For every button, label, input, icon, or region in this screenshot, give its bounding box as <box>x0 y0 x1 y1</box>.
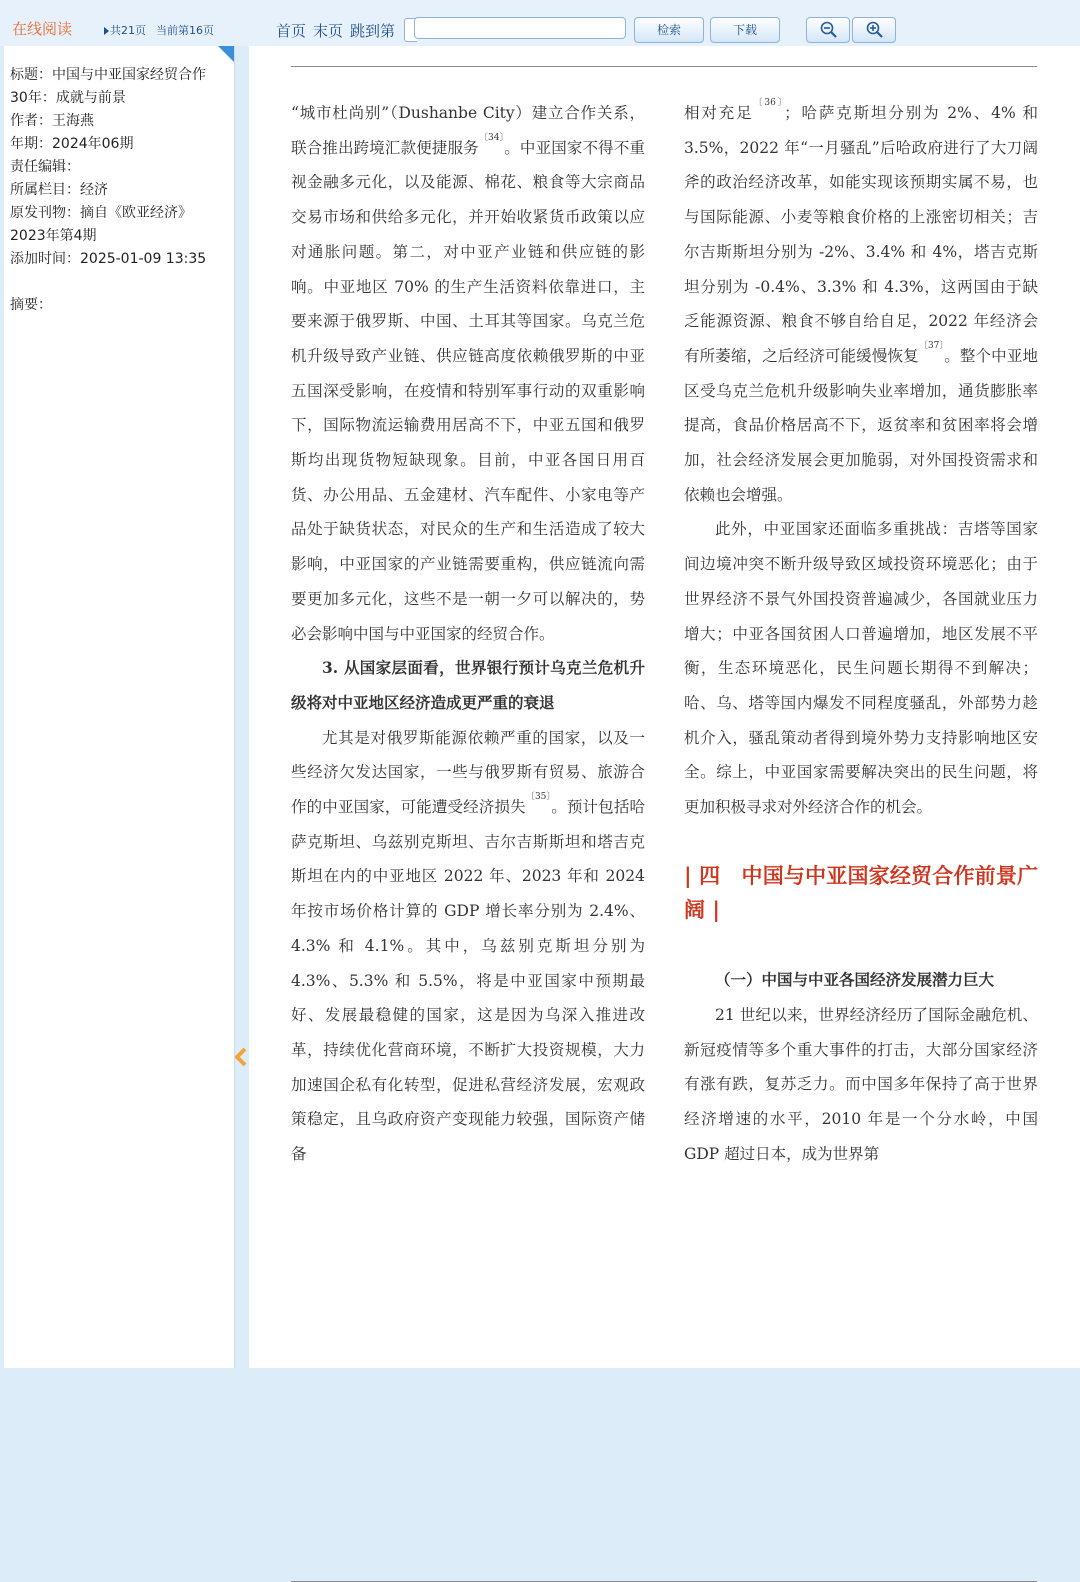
paragraph: 此外，中亚国家还面临多重挑战：吉塔等国家间边境冲突不断升级导致区域投资环境恶化；由于世界经济不景气外国投资普遍减少，各国就业压力增大；中亚各国贫困人口普遍增加，地区发展不平衡，生态环境恶化，民生问题长期得不到解决；哈、乌、塔等国内爆发不同程度骚乱，外部势力趁机介入，骚乱策动者得到境外势力支持影响地区安全。综上，中亚国家需要解决突出的民生问题，将更加积极寻求对外经济合作的机会。 <box>684 520 1038 817</box>
paragraph: 21 世纪以来，世界经济经历了国际金融危机、新冠疫情等多个重大事件的打击，大部分国家经济有涨有跌，复苏乏力。而中国多年保持了高于世界经济增速的水平，2010 年是一个分水岭，中国 GDP 超过日本，成为世界第 <box>684 1005 1038 1163</box>
zoom-in-icon <box>866 21 884 39</box>
meta-abstract: 摘要： <box>10 297 52 313</box>
meta-author: 作者：王海燕 <box>10 113 94 129</box>
panel-toggle-icon[interactable] <box>218 46 234 62</box>
prev-page-arrow-icon[interactable] <box>234 1047 248 1067</box>
meta-title-line2: 30年：成就与前景 <box>10 90 126 106</box>
section-heading: | 四 中国与中亚国家经贸合作前景广阔 | <box>684 862 1039 923</box>
citation-ref: 〔37〕 <box>918 340 945 351</box>
first-page-link[interactable]: 首页 <box>276 22 307 40</box>
meta-issue: 年期：2024年06期 <box>10 136 134 152</box>
article-info-panel <box>4 46 235 1368</box>
subsection-heading: （一）中国与中亚各国经济发展潜力巨大 <box>715 970 995 990</box>
meta-source-line2: 2023年第4期 <box>10 228 97 244</box>
article-metadata <box>10 64 232 317</box>
search-input[interactable] <box>414 17 626 39</box>
right-column <box>684 96 1038 1171</box>
page-top-rule <box>291 66 1037 67</box>
page-navigation <box>276 20 402 41</box>
download-button[interactable]: 下载 <box>710 17 780 43</box>
last-page-link[interactable]: 末页 <box>313 22 344 40</box>
paragraph: “城市杜尚别”（Dushanbe City）建立合作关系，联合推出跨境汇款便捷服务$^{〔34〕}$。中亚国家不得不重视金融多元化，以及能源、棉花、粮食等大宗商品交易市场和供给多元化，并开始收紧货币政策以应对通胀问题。第二，对中亚产业链和供应链的影响。中亚地区 70% 的生产生活资料依靠进口，主要来源于俄罗斯、中国、土耳其等国家。乌克兰危机升级导致产业链、供应链高度依赖俄罗斯的中亚五国深受影响，在疫情和特别军事行动的双重影响下，国际物流运输费用居高不下，中亚五国和俄罗斯均出现货物短缺现象。目前，中亚各国日用百货、办公用品、五金建材、汽车配件、小家电等产品处于缺货状态，对民众的生产和生活造成了较大影响，中亚国家的产业链需要重构，供应链流向需要更加多元化，这些不是一朝一夕可以解决的，势必会影响中国与中亚国家的经贸合作。 <box>291 104 645 643</box>
meta-source-line1: 原发刊物：摘自《欧亚经济》 <box>10 205 192 221</box>
meta-title-line1: 标题：中国与中亚国家经贸合作 <box>10 67 206 83</box>
subheading: 3. 从国家层面看，世界银行预计乌克兰危机升级将对中亚地区经济造成更严重的衰退 <box>291 658 645 712</box>
paragraph: 相对充足$^{〔36〕}$；哈萨克斯坦分别为 2%、4% 和 3.5%，2022 年“一月骚乱”后哈政府进行了大刀阔斧的政治经济改革，如能实现该预期实属不易，也与国际能源、小麦等粮食价格的上涨密切相关；吉尔吉斯斯坦分别为 -2%、3.4% 和 4%，塔吉克斯坦分别为 -0.4%、3.3% 和 4.3%，这两国由于缺乏能源资源、粮食不够自给自足，2022 年经济会有所萎缩，之后经济可能缓慢恢复$^{〔37〕}$。整个中亚地区受乌克兰危机升级影响失业率增加，通货膨胀率提高，食品价格居高不下，返贫率和贫困率将会增加，社会经济发展会更加脆弱，对外国投资需求和依赖也会增强。 <box>684 98 1038 504</box>
citation-ref: 〔35〕 <box>525 792 552 803</box>
meta-column: 所属栏目：经济 <box>10 182 108 198</box>
top-toolbar <box>0 0 1080 46</box>
app-title: 在线阅读 <box>12 20 73 38</box>
citation-ref: 〔34〕 <box>478 132 505 143</box>
citation-ref: 〔36〕 <box>753 98 785 108</box>
paragraph: 尤其是对俄罗斯能源依赖严重的国家，以及一些经济欠发达国家，一些与俄罗斯有贸易、旅游合作的中亚国家，可能遭受经济损失$^{〔35〕}$。预计包括哈萨克斯坦、乌兹别克斯坦、吉尔吉斯斯坦和塔吉克斯坦在内的中亚地区 2022 年、2023 年和 2024 年按市场价格计算的 GDP 增长率分别为 2.4%、4.3% 和 4.1%。其中，乌兹别克斯坦分别为 4.3%、5.3% 和 5.5%，将是中亚国家中预期最好、发展最稳健的国家，这是因为乌深入推进改革，持续优化营商环境，不断扩大投资规模，大力加速国企私有化转型，促进私营经济发展，宏观政策稳定，且乌政府资产变现能力较强，国际资产储备 <box>291 728 645 1164</box>
current-page: 当前第16页 <box>156 24 214 37</box>
page-info <box>104 22 224 38</box>
document-page <box>249 46 1080 1368</box>
total-pages: 共21页 <box>104 24 146 37</box>
meta-added-time: 添加时间：2025-01-09 13:35 <box>10 251 207 267</box>
left-column <box>291 96 645 1172</box>
meta-spacer <box>10 271 232 294</box>
zoom-out-button[interactable] <box>806 17 850 43</box>
search-button[interactable]: 检索 <box>634 17 704 43</box>
meta-editor: 责任编辑： <box>10 159 80 175</box>
zoom-out-icon <box>820 21 838 39</box>
play-icon <box>104 27 109 35</box>
jump-to-page-link[interactable]: 跳到第 <box>350 22 396 40</box>
zoom-in-button[interactable] <box>852 17 896 43</box>
